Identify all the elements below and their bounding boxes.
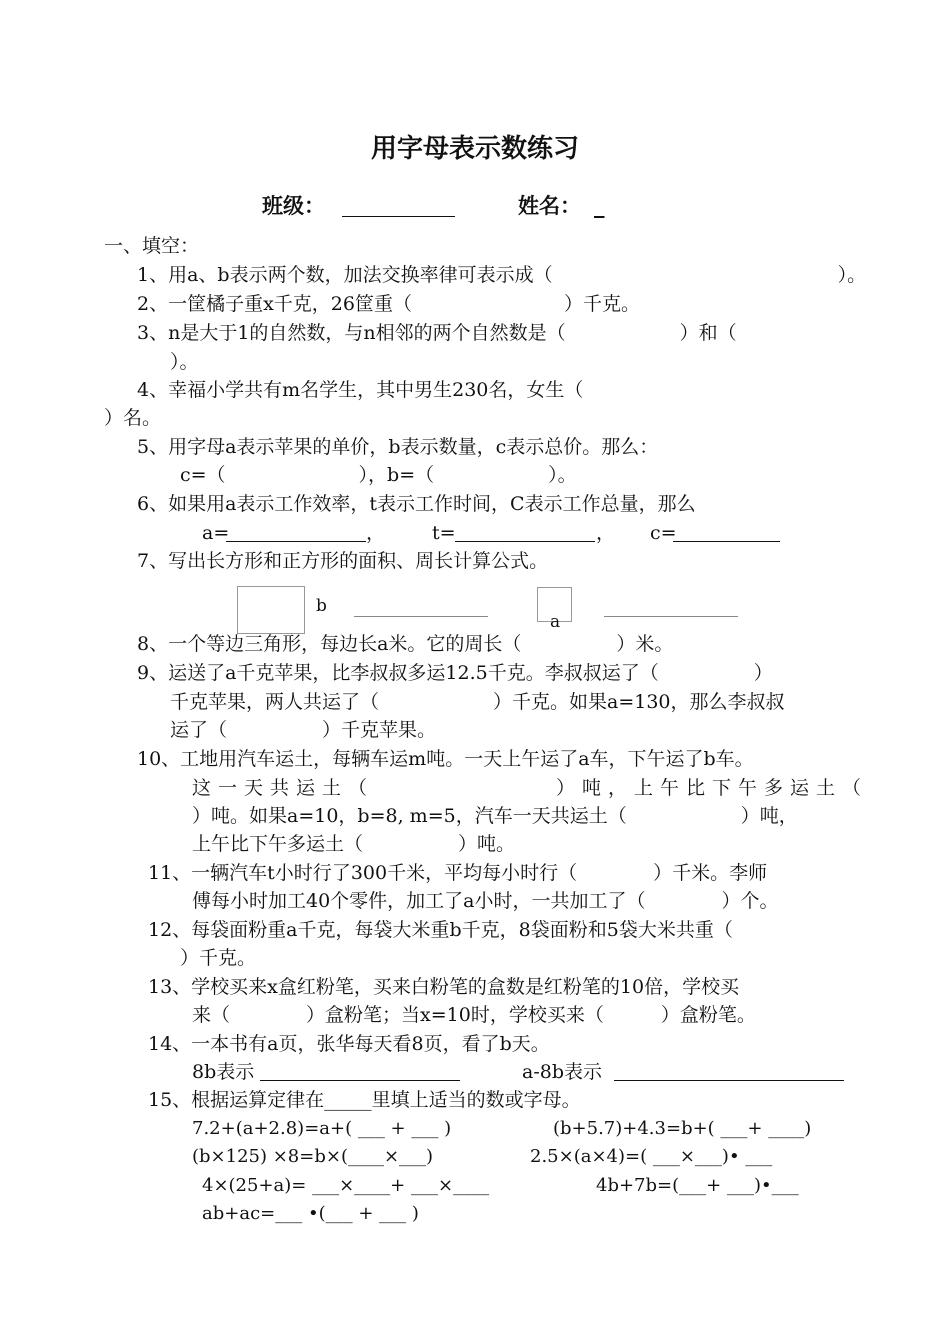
rectangle-label-b: b <box>316 596 327 616</box>
question-7: 7、写出长方形和正方形的面积、周长计算公式。 <box>137 550 549 572</box>
question-10-cont-text: 这一天共运土（ ）吨，上午比下午多运土（ <box>192 777 869 799</box>
question-15-item-2: (b+5.7)+4.3=b+( ___+ ____) <box>553 1118 812 1139</box>
question-14-a8b-label: a-8b表示 <box>522 1061 602 1083</box>
question-12-cont: ）千克。 <box>180 947 257 969</box>
question-5-cont: c=（ ），b=（ ）。 <box>180 464 577 486</box>
question-6-t-label: t= <box>432 522 456 544</box>
question-6-a-comma: ， <box>366 522 386 544</box>
question-1: 1、用a、b表示两个数，加法交换率律可表示成（ ）。 <box>137 264 867 286</box>
class-blank[interactable] <box>342 216 455 217</box>
question-11-cont: 傅每小时加工40个零件，加工了a小时，一共加工了（ ）个。 <box>192 890 779 912</box>
question-13: 13、学校买来x盒红粉笔，买来白粉笔的盒数是红粉笔的10倍，学校买 <box>148 976 740 998</box>
class-label: 班级： <box>262 194 325 218</box>
question-6-c-blank[interactable] <box>673 541 780 542</box>
question-9-cont: 千克苹果，两人共运了（ ）千克。如果a=130，那么李叔叔 <box>170 691 785 713</box>
question-10-cont <box>192 776 869 800</box>
question-14: 14、一本书有a页，张华每天看8页，看了b天。 <box>148 1033 550 1055</box>
question-15-item-5: 4×(25+a)= ___×____+ ___×____ <box>202 1175 490 1196</box>
square-formula-blank[interactable] <box>604 616 738 617</box>
question-9-cont2: 运了（ ）千克苹果。 <box>170 719 437 741</box>
name-label: 姓名： <box>518 194 581 218</box>
question-14-8b-blank[interactable] <box>260 1080 460 1081</box>
question-15-item-4: 2.5×(a×4)=( ___×___)• ___ <box>530 1146 773 1167</box>
question-15: 15、根据运算定律在_____里填上适当的数或字母。 <box>148 1089 581 1111</box>
question-15-item-6: 4b+7b=(___+ ___)•___ <box>596 1175 799 1196</box>
question-14-8b-label: 8b表示 <box>192 1061 255 1083</box>
question-4-cont: ）名。 <box>104 407 162 429</box>
question-13-cont: 来（ ）盒粉笔；当x=10时，学校买来（ ）盒粉笔。 <box>192 1004 756 1026</box>
question-10-cont2: ）吨。如果a=10，b=8, m=5，汽车一天共运土（ ）吨， <box>192 805 798 827</box>
question-8: 8、一个等边三角形，每边长a米。它的周长（ ）米。 <box>137 633 674 655</box>
rectangle-figure <box>237 586 305 634</box>
question-2: 2、一筐橘子重x千克，26筐重（ ）千克。 <box>137 293 640 315</box>
question-11: 11、一辆汽车t小时行了300千米，平均每小时行（ ）千米。李师 <box>148 862 768 884</box>
question-15-item-3: (b×125) ×8=b×(____×___) <box>192 1146 434 1167</box>
question-10-cont3: 上午比下午多运土（ ）吨。 <box>192 833 516 855</box>
question-6: 6、如果用a表示工作效率，t表示工作时间，C表示工作总量，那么 <box>137 493 696 515</box>
question-15-item-1: 7.2+(a+2.8)=a+( ___ + ___ ) <box>192 1118 452 1139</box>
question-6-t-blank[interactable] <box>455 541 595 542</box>
square-label-a: a <box>550 612 561 632</box>
section-heading: 一、填空： <box>104 235 200 257</box>
question-9: 9、运送了a千克苹果，比李叔叔多运12.5千克。李叔叔运了（ ） <box>137 662 773 684</box>
question-12: 12、每袋面粉重a千克，每袋大米重b千克，8袋面粉和5袋大米共重（ <box>148 919 733 941</box>
rectangle-formula-blank[interactable] <box>354 616 488 617</box>
question-5: 5、用字母a表示苹果的单价，b表示数量，c表示总价。那么： <box>137 436 659 458</box>
question-6-a-label: a= <box>202 522 230 544</box>
page-title: 用字母表示数练习 <box>370 134 579 164</box>
question-6-a-blank[interactable] <box>226 541 366 542</box>
question-6-t-comma: ， <box>596 522 616 544</box>
question-14-a8b-blank[interactable] <box>614 1080 844 1081</box>
name-blank[interactable]: _ <box>594 194 605 218</box>
question-6-c-label: c= <box>650 522 677 544</box>
question-3: 3、n是大于1的自然数，与n相邻的两个自然数是（ ）和（ <box>137 322 737 344</box>
question-15-item-7: ab+ac=___ •(___ + ___ ) <box>202 1203 419 1224</box>
question-3-cont: ）。 <box>170 351 199 373</box>
question-4: 4、幸福小学共有m名学生，其中男生230名，女生（ <box>137 379 584 401</box>
question-10: 10、工地用汽车运土，每辆车运m吨。一天上午运了a车，下午运了b车。 <box>137 748 754 770</box>
